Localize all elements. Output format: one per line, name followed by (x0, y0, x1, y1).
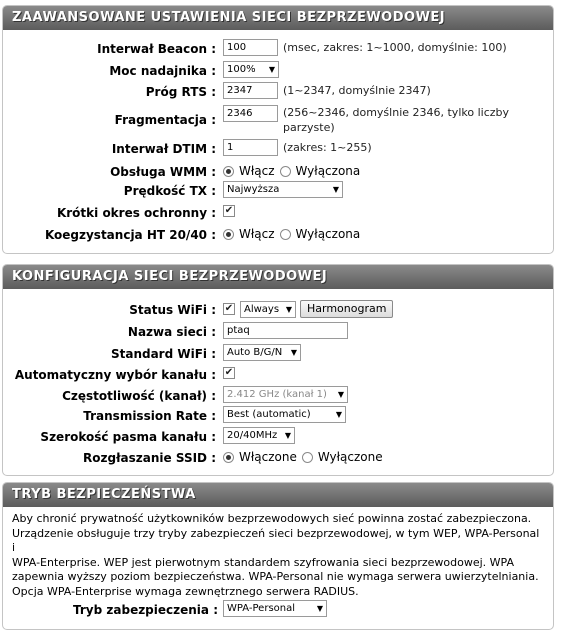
dtim-row (3, 139, 553, 159)
chevron-down-icon: ▼ (268, 65, 275, 74)
security-panel-title: TRYB BEZPIECZEŃSTWA (3, 483, 553, 507)
ht-on-radio[interactable] (223, 229, 234, 240)
beacon-row (3, 39, 553, 59)
broadcast-on-label: Włączone (239, 450, 297, 464)
rate-value: Best (automatic) (227, 409, 311, 420)
security-desc-line: Aby chronić prywatność użytkowników bezprzewodowych sieć powinna zostać zabezpieczona. (12, 512, 532, 525)
security-desc-line: WPA-Enterprise. WEP jest pierwotnym standardem szyfrowania sieci bezprzewodowej. WPA (12, 555, 514, 569)
guard-label: Krótki okres ochronny : (56, 206, 216, 220)
autochan-row (3, 365, 553, 385)
chevron-down-icon: ▼ (284, 431, 291, 440)
secmode-value: WPA-Personal (227, 603, 296, 614)
security-panel (2, 482, 554, 630)
rate-select[interactable] (223, 406, 346, 423)
frag-hint-line1: (256~2346, domyślnie 2346, tylko liczby (283, 106, 510, 119)
secmode-label: Tryb zabezpieczenia : (73, 603, 218, 617)
freq-row (3, 386, 553, 406)
frag-row (3, 105, 553, 139)
rts-row (3, 82, 553, 102)
broadcast-off-radio[interactable] (302, 452, 313, 463)
security-desc-line: Urządzenie obsługuje trzy tryby zabezpieczeń sieci bezprzewodowej, w tym WEP, WPA-Personal i (12, 526, 540, 554)
security-desc-line: zapewnia wyższy poziom bezpieczeństwa. WPA-Personal nie wymaga serwera uwierzytelniania. (12, 570, 539, 583)
config-panel (2, 264, 554, 476)
beacon-label: Interwał Beacon : (97, 42, 216, 56)
width-row (3, 427, 553, 447)
ht-label: Koegzystancja HT 20/40 : (44, 228, 216, 242)
wmm-row (3, 162, 553, 182)
freq-label: Częstotliwość (kanał) : (62, 389, 216, 403)
wmm-label: Obsługa WMM : (110, 165, 216, 179)
broadcast-off-label: Wyłączone (317, 450, 383, 464)
broadcast-label: Rozgłaszanie SSID : (83, 451, 216, 465)
power-select[interactable] (223, 61, 279, 78)
wmm-off-radio[interactable] (280, 166, 291, 177)
width-label: Szerokość pasma kanału : (40, 430, 216, 444)
schedule-button[interactable]: Harmonogram (300, 300, 393, 318)
autochan-checkbox[interactable]: ✔ (224, 367, 234, 378)
power-row (3, 61, 553, 81)
txrate-value: Najwyższa (227, 184, 280, 195)
frag-label: Fragmentacja : (114, 113, 216, 127)
dtim-hint: (zakres: 1~255) (283, 141, 372, 154)
wmm-off-label: Wyłączona (295, 164, 361, 178)
chevron-down-icon: ▼ (335, 410, 342, 419)
chevron-down-icon: ▼ (290, 348, 297, 357)
wmm-on-radio[interactable] (223, 166, 234, 177)
ssid-row (3, 322, 553, 342)
ht-off-radio[interactable] (280, 229, 291, 240)
ht-row (3, 225, 553, 245)
standard-value: Auto B/G/N (227, 347, 283, 358)
config-panel-title: KONFIGURACJA SIECI BEZPRZEWODOWEJ (3, 265, 553, 289)
power-value: 100% (227, 64, 256, 75)
frag-hint (283, 105, 509, 135)
beacon-input[interactable]: 100 (223, 39, 278, 56)
standard-row (3, 344, 553, 364)
rate-row (3, 406, 553, 426)
txrate-row (3, 181, 553, 201)
security-desc-line: Opcja WPA-Enterprise wymaga zewnętrznego serwera RADIUS. (12, 584, 359, 598)
autochan-label: Automatyczny wybór kanału : (14, 368, 216, 382)
broadcast-row (3, 448, 553, 468)
chevron-down-icon: ▼ (337, 390, 344, 399)
secmode-select[interactable] (223, 600, 327, 617)
advanced-panel (2, 5, 554, 254)
txrate-select[interactable] (223, 181, 343, 198)
status-label: Status WiFi : (129, 303, 216, 317)
rts-hint: (1~2347, domyślnie 2347) (283, 84, 431, 97)
standard-label: Standard WiFi : (110, 347, 216, 361)
ht-on-label: Włącz (239, 227, 275, 241)
rts-input[interactable]: 2347 (223, 82, 278, 99)
freq-select[interactable] (223, 386, 348, 403)
standard-select[interactable] (223, 344, 301, 361)
broadcast-on-radio[interactable] (223, 452, 234, 463)
chevron-down-icon: ▼ (316, 604, 323, 613)
beacon-hint: (msec, zakres: 1~1000, domyślnie: 100) (283, 41, 507, 54)
status-select[interactable] (240, 301, 296, 318)
ht-off-label: Wyłączona (295, 227, 361, 241)
ssid-input[interactable]: ptaq (223, 322, 348, 339)
rts-label: Próg RTS : (145, 85, 216, 99)
txrate-label: Prędkość TX : (123, 184, 216, 198)
secmode-row (3, 600, 553, 620)
width-select[interactable] (223, 427, 295, 444)
dtim-input[interactable]: 1 (223, 139, 278, 156)
chevron-down-icon: ▼ (332, 185, 339, 194)
rate-label: Transmission Rate : (83, 409, 216, 423)
freq-value: 2.412 GHz (kanał 1) (227, 389, 327, 400)
advanced-panel-title: ZAAWANSOWANE USTAWIENIA SIECI BEZPRZEWODOWEJ (3, 6, 553, 30)
chevron-down-icon: ▼ (285, 304, 292, 314)
frag-input[interactable]: 2346 (223, 105, 278, 122)
dtim-label: Interwał DTIM : (111, 142, 216, 156)
width-value: 20/40MHz (227, 430, 278, 441)
status-row (3, 300, 553, 320)
security-description (12, 512, 542, 599)
wmm-on-label: Włącz (239, 164, 275, 178)
status-value: Always (244, 303, 280, 315)
guard-row (3, 203, 553, 223)
frag-hint-line2: parzyste) (283, 121, 335, 134)
power-label: Moc nadajnika : (109, 64, 216, 78)
status-checkbox[interactable]: ✔ (224, 303, 234, 314)
guard-checkbox[interactable]: ✔ (224, 205, 234, 216)
ssid-label: Nazwa sieci : (127, 325, 216, 339)
